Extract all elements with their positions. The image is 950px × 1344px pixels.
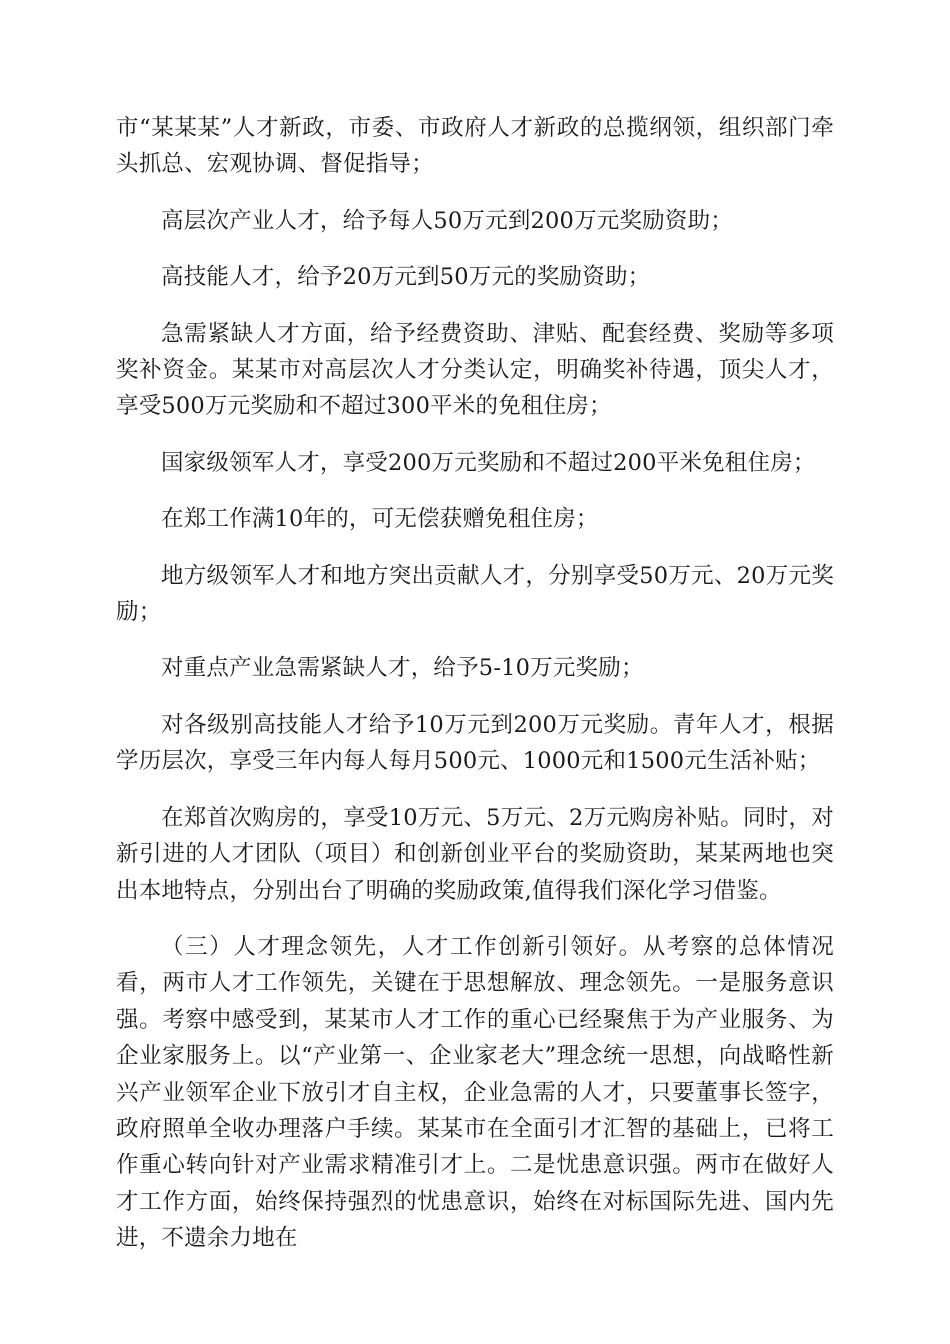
paragraph-youth-talent-subsidy: 对各级别高技能人才给予10万元到200万元奖励。青年人才，根据学历层次，享受三年内每人每月500元、1000元和1500元生活补贴； xyxy=(116,711,834,775)
paragraph-home-purchase-subsidy: 在郑首次购房的，享受10万元、5万元、2万元购房补贴。同时，对新引进的人才团队（项目）和创新创业平台的奖励资助，某某两地也突出本地特点，分别出台了明确的奖励政策,值得我们深化学习借鉴。 xyxy=(116,804,834,904)
paragraph-section-three-talent-concept: （三）人才理念领先，人才工作创新引领好。从考察的总体情况看，两市人才工作领先，关键在于思想解放、理念领先。一是服务意识强。考察中感受到，某某市人才工作的重心已经聚焦于为产业服务、为企业家服务上。以“产业第一、企业家老大”理念统一思想，向战略性新兴产业领军企业下放引才自主权，企业急需的人才，只要董事长签字，政府照单全收办理落户手续。某某市在全面引才汇智的基础上，已将工作重心转向针对产业需求精准引才上。二是忧患意识强。两市在做好人才工作方面，始终保持强烈的忧患意识，始终在对标国际先进、国内先进，不遗余力地在 xyxy=(116,933,834,1252)
paragraph-urgent-talent-funding: 急需紧缺人才方面，给予经费资助、津贴、配套经费、奖励等多项奖补资金。某某市对高层次人才分类认定，明确奖补待遇，顶尖人才，享受500万元奖励和不超过300平米的免租住房； xyxy=(116,320,834,420)
paragraph-key-industry-talent: 对重点产业急需紧缺人才，给予5-10万元奖励； xyxy=(161,655,644,682)
paragraph-high-level-industry-talent: 高层次产业人才，给予每人50万元到200万元奖励资助； xyxy=(161,207,733,234)
document-page xyxy=(116,110,834,1277)
paragraph-talent-policy-overview: 市“某某某”人才新政，市委、市政府人才新政的总揽纲领，组织部门牵头抓总、宏观协调、督促指导； xyxy=(116,115,834,178)
paragraph-ten-year-housing: 在郑工作满10年的，可无偿获赠免租住房； xyxy=(161,506,599,533)
paragraph-local-leader-talent: 地方级领军人才和地方突出贡献人才，分别享受50万元、20万元奖励； xyxy=(116,562,834,626)
paragraph-national-leader-talent: 国家级领军人才，享受200万元奖励和不超过200平米免租住房； xyxy=(161,449,816,476)
paragraph-high-skill-talent: 高技能人才，给予20万元到50万元的奖励资助； xyxy=(161,264,651,291)
